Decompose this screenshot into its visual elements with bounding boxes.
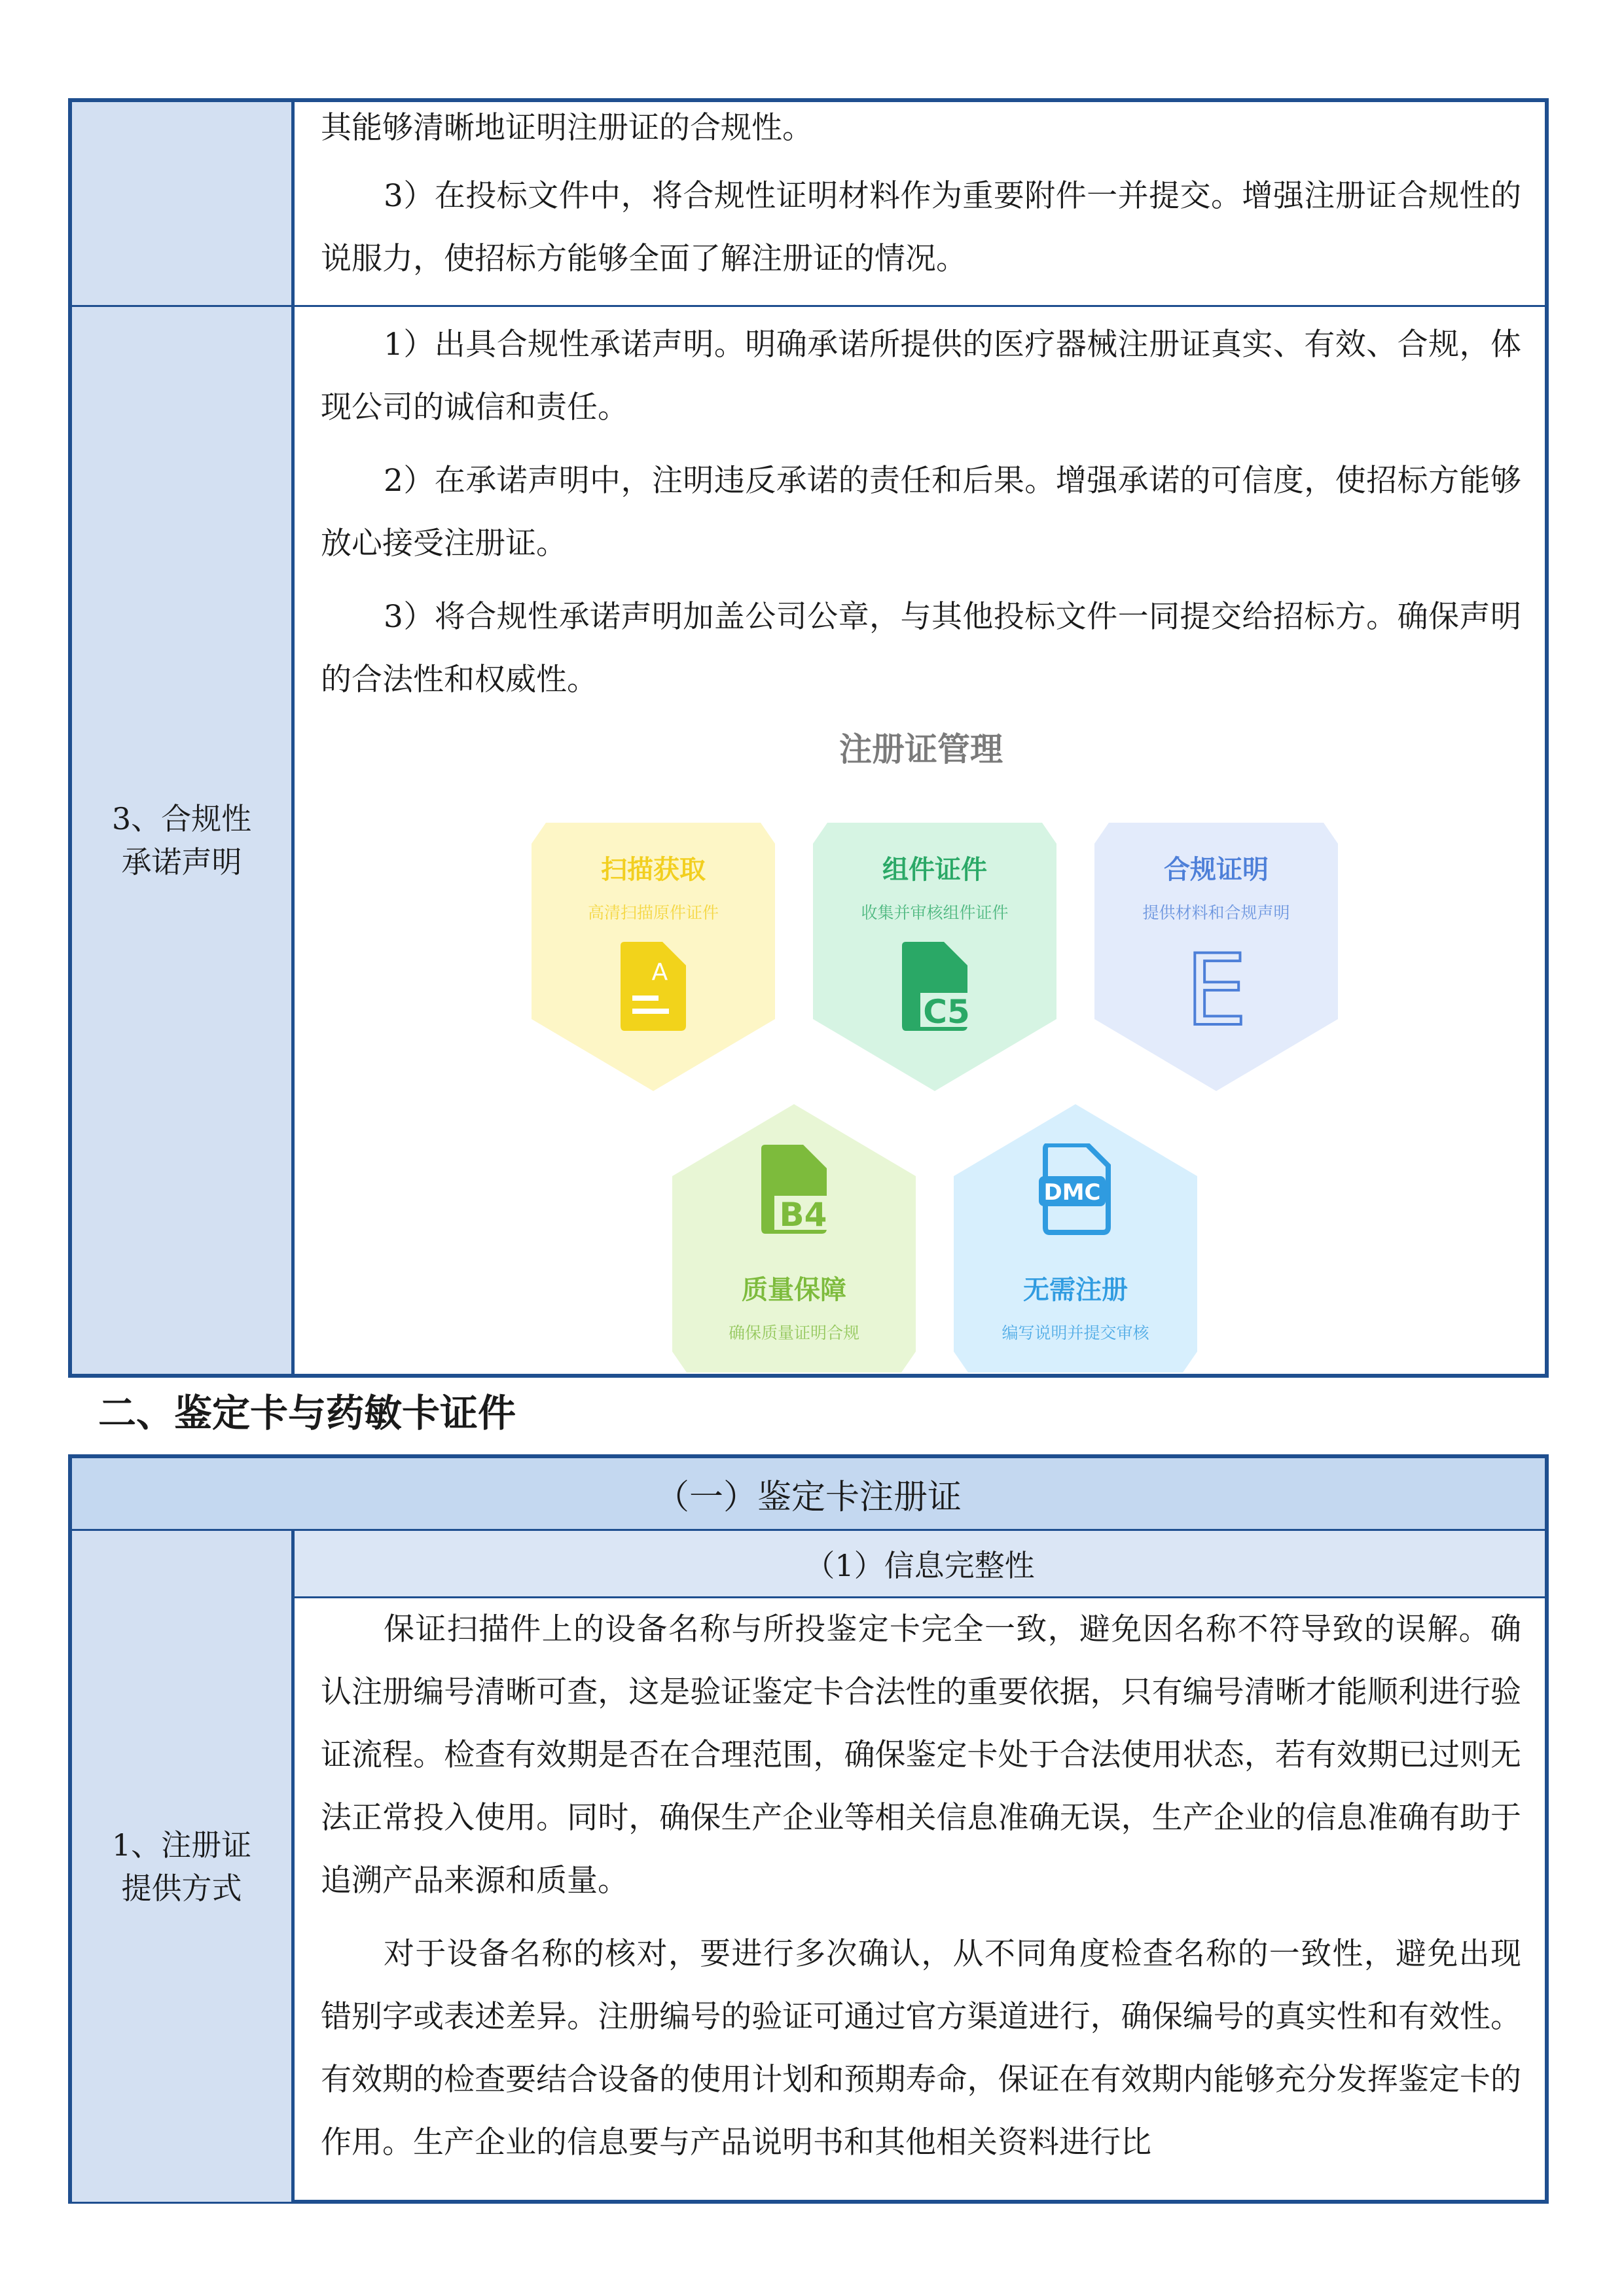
diagram-item-subtitle: 高清扫描原件证件: [587, 903, 719, 922]
icon-text: B4: [779, 1196, 827, 1234]
diagram-item-subtitle: 收集并审核组件证件: [861, 903, 1009, 922]
paragraph: 其能够清晰地证明注册证的合规性。: [321, 110, 813, 146]
row-label-line: 承诺声明: [121, 844, 242, 880]
diagram-item-label: 无需注册: [1023, 1275, 1128, 1305]
table-row: [72, 102, 1545, 307]
top-table: [68, 98, 1549, 1378]
icon-text: C5: [923, 993, 970, 1031]
diagram-item-scan: [532, 823, 775, 1091]
section-title: 二、鉴定卡与药敏卡证件: [98, 1391, 516, 1435]
row-label-line: 3、合规性: [111, 801, 252, 836]
letter-e-icon: [1180, 941, 1253, 1032]
table-header: （一）鉴定卡注册证: [72, 1458, 1545, 1531]
subsection-header: （1）信息完整性: [295, 1531, 1545, 1598]
diagram-item-label: 扫描获取: [601, 855, 706, 885]
paragraph: 对于设备名称的核对，要进行多次确认，从不同角度检查名称的一致性，避免出现错别字或表述差异。注册编号的验证可通过官方渠道进行，确保编号的真实性和有效性。有效期的检查要结合设备的使用计划和预期寿命，保证在有效期内能够充分发挥鉴定卡的作用。生产企业的信息要与产品说明书和其他相关资料进行比: [321, 1936, 1521, 2161]
diagram-item-label: 组件证件: [882, 855, 987, 885]
paragraph: 保证扫描件上的设备名称与所投鉴定卡完全一致，避免因名称不符导致的误解。确认注册编号清晰可查，这是验证鉴定卡合法性的重要依据，只有编号清晰才能顺利进行验证流程。检查有效期是否在合理范围，确保鉴定卡处于合法使用状态，若有效期已过则无法正常投入使用。同时，确保生产企业等相关信息准确无误，生产企业的信息准确有助于追溯产品来源和质量。: [321, 1611, 1521, 1899]
paragraph: 1）出具合规性承诺声明。明确承诺所提供的医疗器械注册证真实、有效、合规，体现公司的诚信和责任。: [321, 327, 1521, 425]
row-label-line: 1、注册证: [111, 1827, 252, 1863]
diagram-item-subtitle: 确保质量证明合规: [728, 1323, 859, 1342]
row-content: [295, 307, 1545, 1374]
diagram-item-no-registration: [954, 1104, 1197, 1372]
paragraph: 2）在承诺声明中，注明违反承诺的责任和后果。增强承诺的可信度，使招标方能够放心接受注册证。: [321, 463, 1521, 562]
row-label: [72, 102, 295, 305]
table-row: [72, 307, 1545, 1374]
icon-text: E: [1185, 941, 1248, 1032]
registration-management-diagram: [321, 711, 1521, 1379]
table-row: [72, 1531, 1545, 2202]
diagram-item-label: 质量保障: [742, 1275, 846, 1305]
icon-text: A: [651, 959, 668, 986]
document-c5-icon: [898, 941, 971, 1032]
paragraph: 3）将合规性承诺声明加盖公司公章，与其他投标文件一同提交给招标方。确保声明的合法性和权威性。: [321, 599, 1521, 698]
diagram-item-label: 合规证明: [1164, 855, 1269, 885]
row-label: [72, 1531, 295, 2202]
icon-text: DMC: [1043, 1179, 1101, 1206]
diagram-item-subtitle: 编写说明并提交审核: [1001, 1323, 1149, 1342]
diagram-item-component: [813, 823, 1056, 1091]
diagram-title: 注册证管理: [839, 730, 1003, 768]
diagram-item-compliance: [1094, 823, 1338, 1091]
document-a-icon: [617, 941, 690, 1032]
row-label-line: 提供方式: [121, 1870, 242, 1906]
document-b4-icon: [757, 1143, 831, 1235]
row-content: [295, 102, 1545, 305]
diagram-item-subtitle: 提供材料和合规声明: [1142, 903, 1290, 922]
file-dmc-icon: [1039, 1143, 1112, 1235]
diagram-item-quality: [672, 1104, 916, 1372]
paragraph: 3）在投标文件中，将合规性证明材料作为重要附件一并提交。增强注册证合规性的说服力，使招标方能够全面了解注册证的情况。: [321, 178, 1521, 277]
row-label: [72, 307, 295, 1374]
bottom-table: [68, 1454, 1549, 2204]
row-content: [295, 1531, 1545, 2202]
